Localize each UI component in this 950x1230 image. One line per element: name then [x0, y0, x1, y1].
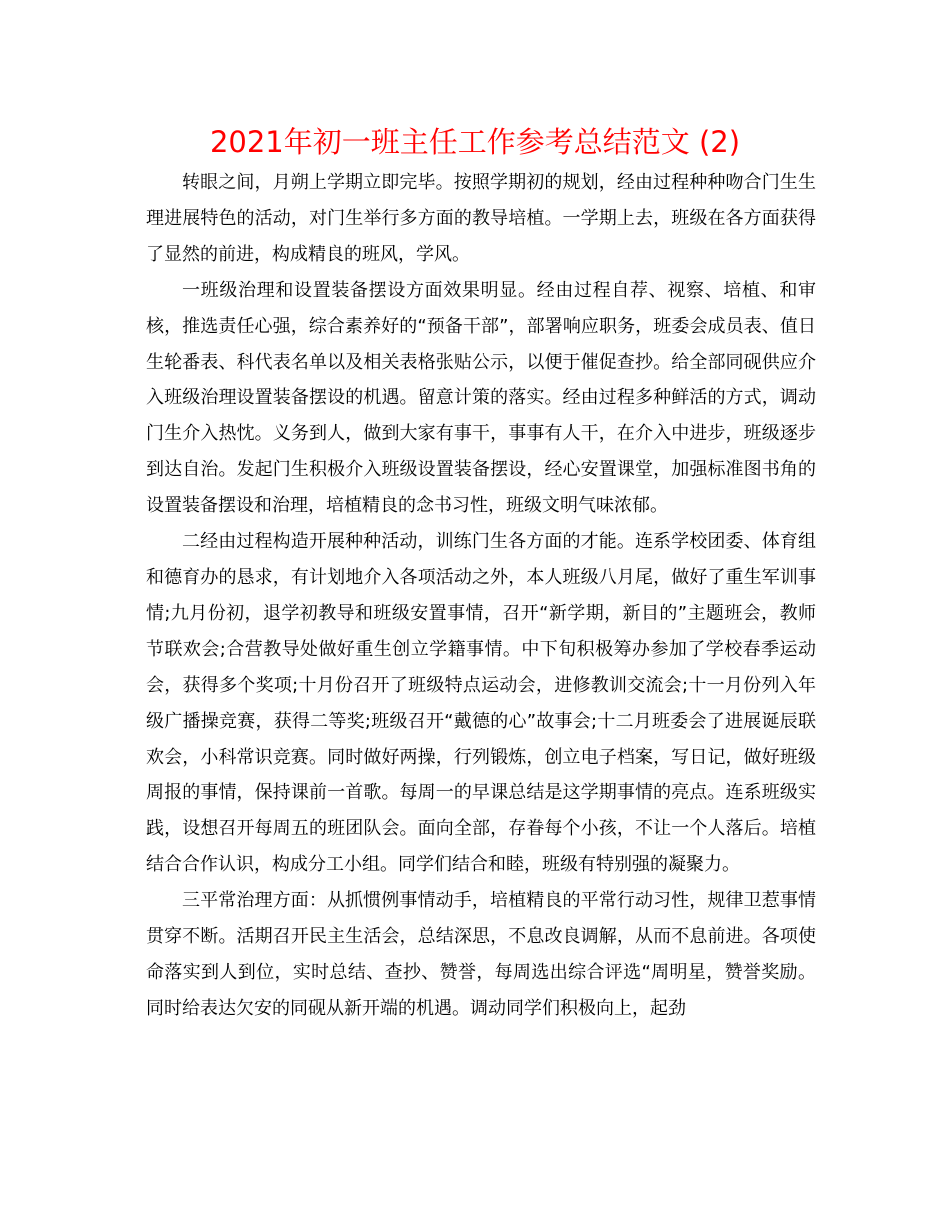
paragraph-class-management: 一班级治理和设置装备摆设方面效果明显。经由过程自荐、视察、培植、和审核，推选责任心强，综合素养好的“预备干部”，部署响应职务，班委会成员表、值日生轮番表、科代表名单以及相关表格张贴公示，以便于催促查抄。给全部同砚供应介入班级治理设置装备摆设的机遇。留意计策的落实。经由过程多种鲜活的方式，调动门生介入热忱。义务到人，做到大家有事干，事事有人干，在介入中进步，班级逐步到达自治。发起门生积极介入班级设置装备摆设，经心安置课堂，加强标准图书角的设置装备摆设和治理，培植精良的念书习性，班级文明气味浓郁。: [146, 279, 816, 517]
paragraph-intro: 转眼之间，月朔上学期立即完毕。按照学期初的规划，经由过程种种吻合门生生理进展特色的活动，对门生举行多方面的教导培植。一学期上去，班级在各方面获得了显然的前进，构成精良的班风，学风。: [146, 172, 816, 265]
document-body: [146, 165, 816, 1027]
paragraph-daily-management: 三平常治理方面：从抓惯例事情动手，培植精良的平常行动习性，规律卫惹事情贯穿不断。活期召开民主生活会，总结深思，不息改良调解，从而不息前进。各项使命落实到人到位，实时总结、查抄、赞誉，每周选出综合评选“周明星，赞誉奖励。同时给表达欠安的同砚从新开端的机遇。调动同学们积极向上，起劲: [146, 890, 816, 1019]
document-title: 2021年初一班主任工作参考总结范文 (2): [209, 125, 741, 159]
paragraph-activities: 二经由过程构造开展种种活动，训练门生各方面的才能。连系学校团委、体育组和德育办的恳求，有计划地介入各项活动之外，本人班级八月尾，做好了重生军训事情;九月份初，退学初教导和班级安置事情，召开“新学期，新目的”主题班会，教师节联欢会;合营教导处做好重生创立学籍事情。中下旬积极筹办参加了学校春季运动会，获得多个奖项;十月份召开了班级特点运动会，进修教训交流会;十一月份列入年级广播操竞赛，获得二等奖;班级召开“戴德的心”故事会;十二月班委会了进展诞辰联欢会，小科常识竞赛。同时做好两操，行列锻炼，创立电子档案，写日记，做好班级周报的事情，保持课前一首歌。每周一的早课总结是这学期事情的亮点。连系班级实践，设想召开每周五的班团队会。面向全部，存眷每个小孩，不让一个人落后。培植结合合作认识，构成分工小组。同学们结合和睦，班级有特别强的凝聚力。: [146, 531, 816, 876]
